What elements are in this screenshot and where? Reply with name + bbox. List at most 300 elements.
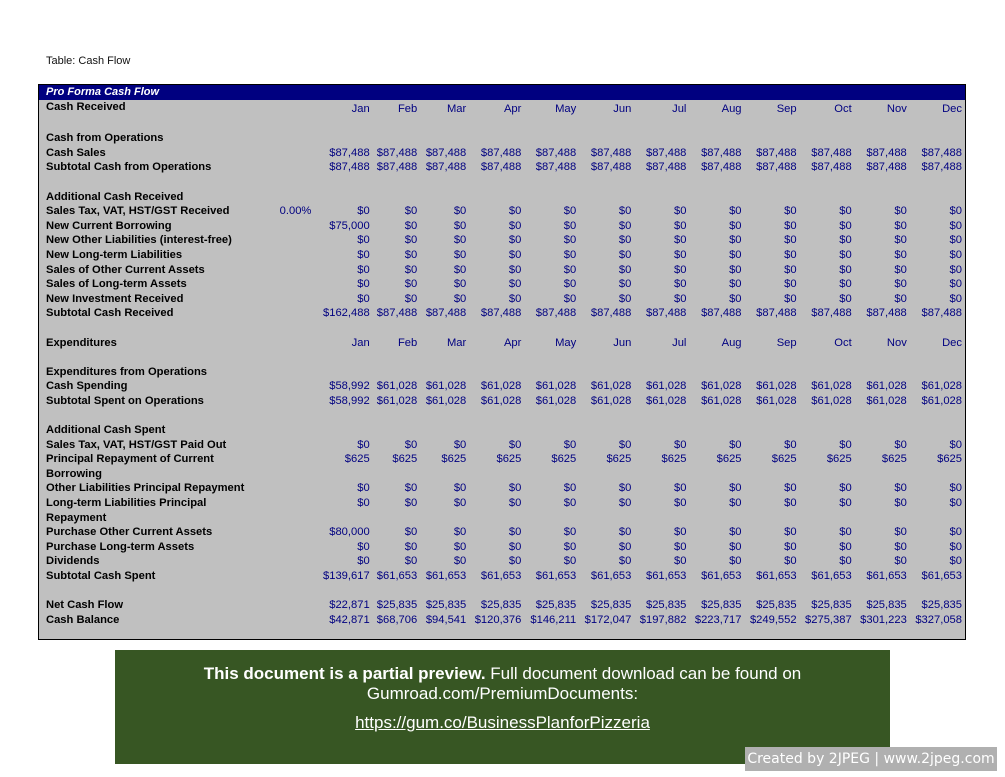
row-rate [280,233,316,248]
row-rate [280,263,316,278]
row-value [745,467,800,482]
row-value: $197,882 [639,613,687,626]
row-value: $87,488 [701,307,742,320]
row-value: $0 [839,278,852,291]
row-value: $0 [949,219,962,232]
row-rate: 0.00% [279,205,312,218]
row-value [373,365,421,380]
row-value: $0 [404,438,418,451]
row-value [800,467,855,482]
row-value [315,131,372,146]
row-value: $0 [784,205,797,218]
row-value: $0 [453,540,467,553]
blank-row [39,584,965,599]
empty-cell [469,175,524,190]
row-value: $58,992 [329,394,370,407]
blank-row [39,117,965,132]
row-value [579,365,634,380]
row-value: $0 [563,526,577,539]
row-label: Sales of Other Current Assets [46,263,205,276]
row-label: Subtotal Cash Spent [46,570,156,582]
row-value: $0 [949,205,962,218]
table-row [39,336,965,351]
row-value: $0 [563,292,577,305]
row-value [469,467,524,482]
empty-cell [420,175,469,190]
empty-cell [855,117,910,132]
row-value: $139,617 [323,570,370,582]
row-value [469,190,524,205]
empty-cell [524,408,579,423]
row-value: $0 [563,263,577,276]
row-value: $0 [563,555,577,568]
row-value: $625 [392,453,418,466]
row-label: Subtotal Spent on Operations [46,394,204,407]
row-value: $87,488 [590,161,632,174]
row-value: Mar [446,103,467,115]
row-value: $120,376 [474,613,522,626]
table-row [39,146,965,161]
empty-cell [800,350,855,365]
row-value [800,190,855,205]
row-value: $0 [949,263,962,276]
row-value: $0 [357,540,370,553]
row-value: $625 [441,453,467,466]
row-value [420,190,469,205]
row-label: Sales Tax, VAT, HST/GST Paid Out [46,438,227,451]
empty-cell [420,321,469,336]
row-rate [280,131,316,146]
row-value: $625 [716,453,742,466]
row-value: $625 [661,453,687,466]
empty-cell [689,175,744,190]
row-value: $0 [508,555,522,568]
row-value: $0 [508,292,522,305]
row-value: $0 [453,292,467,305]
row-label: Cash Sales [46,146,106,159]
row-value: $0 [508,263,522,276]
row-value: $625 [496,453,522,466]
empty-cell [280,175,316,190]
row-value: $0 [357,278,370,291]
row-value: Dec [942,336,962,349]
table-row [39,554,965,569]
row-value: $87,488 [866,146,907,159]
row-value: $87,488 [425,146,467,159]
row-value: Mar [446,336,467,349]
table-row [39,233,965,248]
row-value: $0 [453,526,467,539]
row-value: $0 [673,497,687,510]
row-value [373,467,421,482]
row-value: $61,653 [701,570,742,582]
row-value: $0 [673,234,687,247]
row-value [634,190,689,205]
row-value: $0 [453,234,467,247]
table-caption: Table: Cash Flow [46,55,131,67]
empty-cell [315,175,372,190]
row-value: $0 [894,292,907,305]
row-label: Cash Spending [46,380,128,393]
table-row [39,511,965,526]
row-value: $87,488 [329,146,370,159]
row-value: $22,871 [329,599,370,612]
row-value: $61,028 [535,394,577,407]
row-value: $0 [894,540,907,553]
row-value: $0 [453,263,467,276]
row-value: $87,488 [645,146,687,159]
row-value [800,131,855,146]
row-value: Nov [886,336,907,349]
row-value: $87,488 [701,146,742,159]
table-row [39,540,965,555]
empty-cell [910,175,965,190]
row-value: $0 [563,278,577,291]
row-value [373,511,421,526]
row-value [373,190,421,205]
row-value: $0 [839,526,852,539]
empty-cell [855,408,910,423]
row-value: $0 [404,248,418,261]
table-row [39,423,965,438]
empty-cell [315,584,372,599]
row-value: $87,488 [645,161,687,174]
row-value: Apr [503,103,522,115]
row-value: $87,488 [921,161,962,174]
table-row [39,160,965,175]
table-row [39,496,965,511]
row-value: $0 [949,540,962,553]
row-value: $68,706 [376,613,418,626]
row-value: $61,028 [756,394,797,407]
row-value: $0 [618,526,632,539]
row-value: $0 [618,438,632,451]
row-value: $0 [673,248,687,261]
empty-cell [634,350,689,365]
empty-cell [855,175,910,190]
row-value: $25,835 [645,599,687,612]
row-value: $87,488 [811,307,852,320]
row-value: Jul [672,336,687,349]
row-value [634,467,689,482]
row-value: $0 [453,497,467,510]
row-value [745,131,800,146]
row-value: $87,488 [376,161,418,174]
row-value: $0 [784,278,797,291]
row-value: $172,047 [584,613,632,626]
row-value: Sep [776,336,797,349]
empty-cell [469,408,524,423]
table-row [39,569,965,584]
empty-cell [373,175,421,190]
empty-cell [39,175,280,190]
row-value: $0 [404,540,418,553]
row-value [910,365,965,380]
row-value: $80,000 [329,526,370,539]
row-value: $87,488 [756,307,797,320]
row-value: $0 [949,555,962,568]
row-label: Purchase Long-term Assets [46,540,195,553]
row-rate [280,511,316,526]
row-value: $0 [839,248,852,261]
row-value: $0 [949,438,962,451]
row-value [855,365,910,380]
row-value: $0 [563,234,577,247]
row-value: $0 [894,219,907,232]
row-value: $87,488 [590,307,632,320]
row-value: $625 [826,453,852,466]
empty-cell [524,584,579,599]
row-value: $0 [508,526,522,539]
row-value: $87,488 [921,307,962,320]
row-value: $61,653 [376,570,418,582]
row-value: Sep [776,103,797,115]
row-value: $0 [563,248,577,261]
table-row [39,525,965,540]
empty-cell [689,584,744,599]
row-value [745,423,800,438]
row-rate [280,613,316,628]
empty-cell [745,117,800,132]
empty-cell [910,350,965,365]
empty-cell [800,584,855,599]
table-row [39,481,965,496]
table-row [39,365,965,380]
row-value: $0 [673,292,687,305]
row-value: $0 [618,555,632,568]
row-label: Borrowing [46,467,102,480]
cash-flow-grid [39,100,965,627]
row-label: Sales of Long-term Assets [46,278,187,291]
row-value: $87,488 [480,146,522,159]
row-value: $0 [949,497,962,510]
row-value: $0 [357,205,370,218]
empty-cell [689,408,744,423]
row-label: Purchase Other Current Assets [46,526,213,539]
row-label: New Long-term Liabilities [46,248,183,261]
row-value [420,511,469,526]
row-label: Additional Cash Spent [46,424,166,437]
row-value [800,511,855,526]
row-value: $0 [453,219,467,232]
row-value: $25,835 [480,599,522,612]
row-value: $87,488 [811,161,852,174]
empty-cell [420,350,469,365]
row-value: $61,028 [590,380,632,393]
row-value: $0 [949,278,962,291]
row-value: $0 [784,482,797,495]
row-value: $146,211 [530,613,577,626]
row-value: $0 [673,219,687,232]
empty-cell [280,350,316,365]
row-value: $25,835 [590,599,632,612]
row-value: $0 [839,497,852,510]
row-value: $0 [949,482,962,495]
row-value: Feb [397,103,418,115]
row-value: $87,488 [590,146,632,159]
row-value: $0 [357,263,370,276]
preview-message [115,650,890,704]
row-value: $61,028 [866,394,907,407]
empty-cell [420,408,469,423]
row-label: Expenditures from Operations [46,365,208,378]
row-value [689,190,744,205]
row-value: $0 [784,526,797,539]
download-link[interactable]: https://gum.co/BusinessPlanforPizzeria [355,713,650,732]
row-value: $0 [618,205,632,218]
row-value: $75,000 [329,219,370,232]
empty-cell [39,117,280,132]
row-value [910,511,965,526]
row-label: Cash Balance [46,613,120,626]
blank-row [39,408,965,423]
table-row [39,219,965,234]
empty-cell [689,350,744,365]
row-value: $0 [404,205,418,218]
row-value [910,467,965,482]
row-value: $275,387 [805,613,852,626]
row-value: Jun [613,103,632,115]
row-value: $0 [404,555,418,568]
row-rate [280,394,316,409]
table-row [39,452,965,467]
row-value: $61,028 [921,380,962,393]
empty-cell [280,584,316,599]
row-value: Jun [613,336,632,349]
row-value: $0 [784,263,797,276]
row-value: $0 [673,205,687,218]
blank-row [39,175,965,190]
row-value: $0 [404,278,418,291]
row-value [579,511,634,526]
row-rate [280,292,316,307]
row-value: $25,835 [866,599,907,612]
row-value [910,131,965,146]
row-value: $0 [729,248,742,261]
row-value: $61,028 [480,380,522,393]
row-value: $249,552 [749,613,797,626]
row-value: $61,028 [701,380,742,393]
row-value: $0 [949,248,962,261]
row-label: New Current Borrowing [46,219,172,232]
empty-cell [373,584,421,599]
row-value: $0 [508,278,522,291]
blank-row [39,321,965,336]
row-value: $0 [784,555,797,568]
empty-cell [855,350,910,365]
row-value: $0 [404,482,418,495]
table-row [39,438,965,453]
row-value: $0 [404,526,418,539]
row-value [524,423,579,438]
row-value: $0 [563,497,577,510]
row-value: $0 [839,205,852,218]
empty-cell [634,321,689,336]
row-value [420,467,469,482]
row-value: $0 [729,219,742,232]
row-value: $0 [618,234,632,247]
empty-cell [469,350,524,365]
row-value: $61,653 [535,570,577,582]
table-row [39,613,965,628]
row-value: $0 [673,438,687,451]
row-value: $0 [357,438,370,451]
empty-cell [373,408,421,423]
row-value: $0 [839,555,852,568]
empty-cell [280,321,316,336]
row-value: $0 [404,263,418,276]
row-value: $0 [784,497,797,510]
row-value: $0 [453,278,467,291]
row-value: Nov [886,103,907,115]
row-value: $0 [729,497,742,510]
row-value: $87,488 [425,161,467,174]
row-value [689,365,744,380]
row-value [855,190,910,205]
row-value: $0 [894,555,907,568]
row-value: $625 [771,453,797,466]
table-row [39,190,965,205]
empty-cell [800,175,855,190]
row-value: $0 [618,482,632,495]
row-value: $0 [894,234,907,247]
cash-flow-table [38,84,966,640]
row-value [855,131,910,146]
row-rate [280,248,316,263]
row-value: $61,028 [811,394,852,407]
blank-row [39,350,965,365]
row-value: $625 [344,453,370,466]
row-value [373,131,421,146]
row-label: Subtotal Cash Received [46,307,174,320]
row-value: $87,488 [480,161,522,174]
row-value: $61,028 [480,394,522,407]
row-value: $94,541 [425,613,467,626]
row-rate [280,540,316,555]
empty-cell [469,584,524,599]
row-value: $0 [729,555,742,568]
row-value: $625 [551,453,577,466]
row-rate [280,569,316,584]
table-row [39,131,965,146]
row-value: $0 [839,540,852,553]
row-value [315,190,372,205]
empty-cell [373,350,421,365]
row-rate [280,160,316,175]
row-value [689,423,744,438]
preview-bold-text: This document is a partial preview. [203,664,486,683]
row-label: Cash from Operations [46,132,164,145]
row-value: $0 [729,234,742,247]
row-value: $223,717 [694,613,742,626]
row-value [469,365,524,380]
row-value: $0 [508,234,522,247]
row-value: $0 [949,292,962,305]
row-value: $0 [784,438,797,451]
row-value [689,511,744,526]
row-value: Oct [834,103,852,115]
row-label: New Investment Received [46,292,184,305]
row-value: $0 [508,497,522,510]
row-label: Repayment [46,511,107,524]
row-value: $0 [563,205,577,218]
row-value: $61,653 [590,570,632,582]
row-value: $0 [784,248,797,261]
row-value: Feb [397,336,418,349]
row-value: $0 [508,205,522,218]
row-value: $87,488 [866,307,907,320]
row-value: $0 [839,482,852,495]
